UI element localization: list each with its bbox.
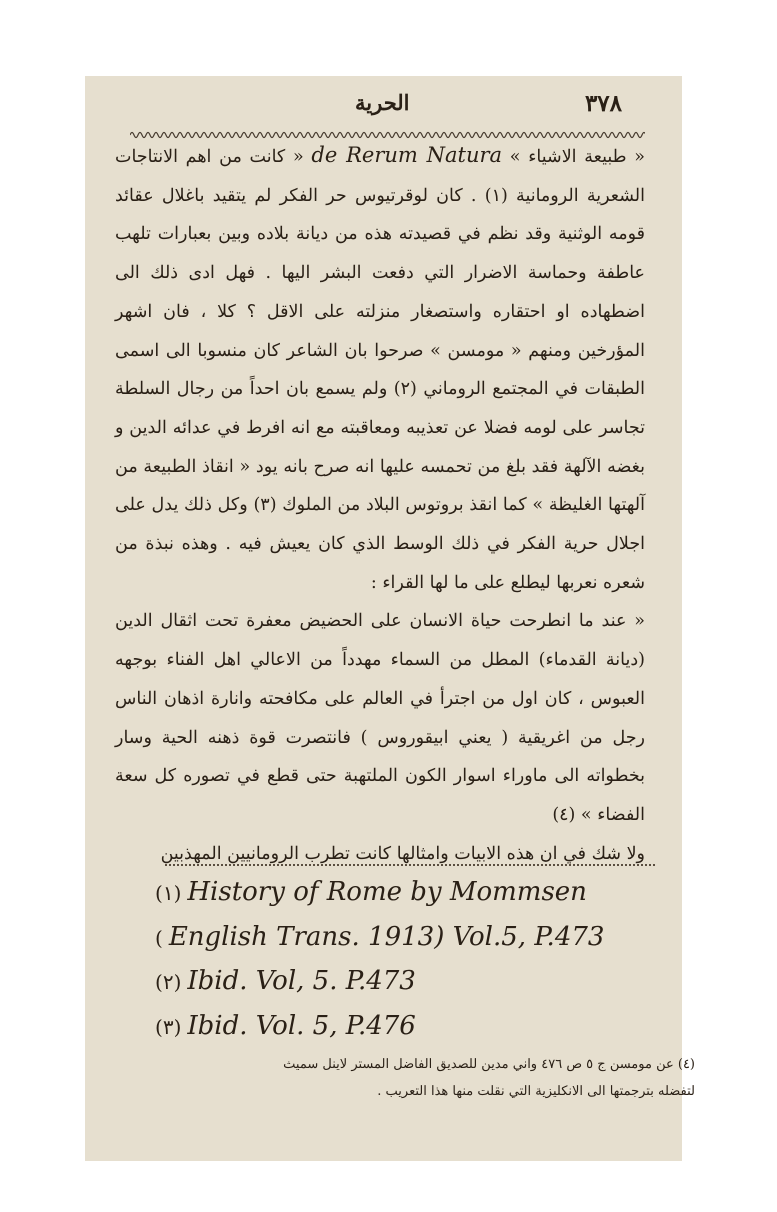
latin-footnotes	[155, 871, 635, 1049]
paragraph-2: « عند ما انطرحت حياة الانسان على الحضيض معفرة تحت اثقال الدين (ديانة القدماء) المطل من السماء مهدداً من الاعالي اهل الفناء بوجهه العبوس ، كان اول من اجترأ في العالم على مكافحته وانارة اذهان الناس رجل من اغريقية ( يعني ابيقوروس ) فانتصرت قوة ذهنه الحية وسار بخطواته الى ماوراء اسوار الكون الملتهبة حتى قطع في تصوره كل سعة الفضاء » (٤)	[115, 611, 645, 825]
arabic-footnote-line-2: لتفضله بترجمتها الى الانكليزية التي نقلت منها هذا التعريب .	[377, 1084, 695, 1099]
footnote-text: English Trans. 1913) Vol.5, P.473	[168, 921, 605, 952]
footnote-mark: (١)	[155, 881, 182, 905]
arabic-footnote	[115, 1051, 695, 1105]
page-number: ٣٧٨	[584, 90, 622, 117]
footnote-latin-2	[155, 960, 635, 1005]
latin-title-inline: de Rerum Natura	[311, 143, 503, 167]
footnote-latin-1	[155, 871, 635, 916]
footnote-latin-3	[155, 1005, 635, 1050]
footnote-mark: (	[155, 925, 163, 950]
arabic-footnote-line-1: (٤) عن مومسن ج ٥ ص ٤٧٦ واني مدين للصديق الفاضل المستر لاينل سميث	[283, 1057, 695, 1072]
paragraph-1	[115, 136, 645, 602]
footnote-divider	[165, 864, 655, 866]
paragraph-1-after: « كانت من اهم الانتاجات الشعرية الرومانية (١) . كان لوقرتيوس حر الفكر لم يتقيد باغلال عقائد قومه الوثنية وقد نظم في قصيدته هذه من ديانة بلاده وبين بعبارات تلهب عاطفة وحماسة الاضرار التي دفعت البشر اليها . فهل ادى ذلك الى اضطهاده او احتقاره واستصغار منزلته على الاقل ؟ كلا ، فان اشهر المؤرخين ومنهم « مومسن » صرحوا بان الشاعر كان منسوبا الى اسمى الطبقات في المجتمع الروماني (٢) ولم يسمع بان احداً من رجال السلطة تجاسر على لومه فضلا عن تعذيبه ومعاقبته مع انه افرط في عدائه الدين و بغضه الآلهة فقد بلغ من تحمسه عليها انه صرح بانه يود « انقاذ الطبيعة من آلهتها الغليظة » كما انقذ بروتوس البلاد من الملوك (٣) وكل ذلك يدل على اجلال حرية الفكر في ذلك الوسط الذي كان يعيش فيه . وهذه نبذة من شعره نعربها ليطلع على ما لها القراء :	[115, 147, 646, 593]
running-title: الحرية	[355, 90, 410, 115]
paragraph-3: ولا شك في ان هذه الابيات وامثالها كانت تطرب الرومانيين المهذبين	[160, 843, 645, 864]
page-header	[85, 84, 682, 124]
book-page	[85, 76, 695, 1161]
footnote-latin-1-cont	[155, 916, 635, 961]
footnote-text: Ibid. Vol. 5, P.476	[187, 1010, 416, 1041]
footnote-text: Ibid. Vol, 5. P.473	[187, 966, 416, 996]
footnote-mark: (٢)	[155, 970, 182, 994]
body-text	[115, 136, 645, 873]
paragraph-1-before: « طبيعة الاشياء »	[502, 147, 646, 167]
footnote-mark: (٣)	[155, 1014, 182, 1039]
footnote-text: History of Rome by Mommsen	[187, 877, 587, 907]
